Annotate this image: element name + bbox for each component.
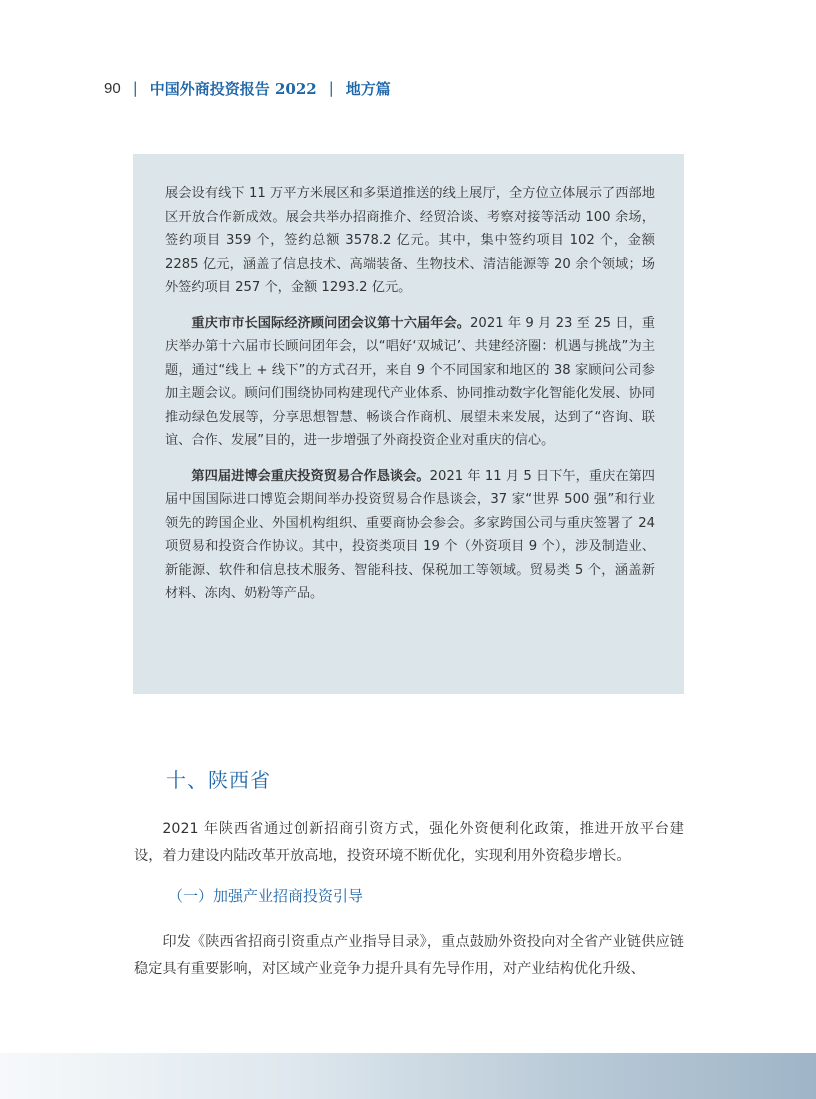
box-paragraph-lead: 第四届进博会重庆投资贸易合作恳谈会。 bbox=[191, 468, 430, 484]
body-paragraph: 印发《陕西省招商引资重点产业指导目录》，重点鼓励外资投向对全省产业链供应链稳定具有重要影响，对区域产业竞争力提升具有先导作用，对产业结构优化升级、 bbox=[134, 934, 684, 977]
header-separator: | bbox=[132, 79, 138, 97]
box-paragraph bbox=[165, 182, 655, 300]
box-paragraph bbox=[165, 312, 655, 453]
box-paragraph-text: 2021 年 11 月 5 日下午，重庆在第四届中国国际进口博览会期间举办投资贸易合作恳谈会，37 家“世界 500 强”和行业领先的跨国企业、外国机构组织、重要商协会参会。多家跨国公司与重庆签署了 24 项贸易和投资合作协议。其中，投资类项目 19 个（外资项目 9 个），涉及制造业、新能源、软件和信息技术服务、智能科技、保税加工等领域。贸易类 5 个，涵盖新材料、冻肉、奶粉等产品。 bbox=[165, 468, 655, 601]
intro-paragraph: 2021 年陕西省通过创新招商引资方式，强化外资便利化政策，推进开放平台建设，着力建设内陆改革开放高地，投资环境不断优化，实现利用外资稳步增长。 bbox=[134, 821, 684, 864]
highlight-box bbox=[133, 154, 684, 694]
running-header bbox=[104, 76, 391, 100]
header-separator: | bbox=[328, 79, 334, 97]
box-paragraph bbox=[165, 465, 655, 606]
page-number: 90 bbox=[104, 79, 121, 97]
report-title: 中国外商投资报告 2022 bbox=[149, 79, 317, 98]
box-paragraph-text: 展会设有线下 11 万平方米展区和多渠道推送的线上展厅，全方位立体展示了西部地区开放合作新成效。展会共举办招商推介、经贸洽谈、考察对接等活动 100 余场，签约项目 359 个，签约总额 3578.2 亿元。其中，集中签约项目 102 个，金额 2285 亿元，涵盖了信息技术、高端装备、生物技术、清洁能源等 20 余个领域；场外签约项目 257 个，金额 1293.2 亿元。 bbox=[165, 186, 655, 295]
subheading: （一）加强产业招商投资引导 bbox=[168, 887, 364, 905]
box-paragraph-lead: 重庆市市长国际经济顾问团会议第十六届年会。 bbox=[191, 315, 471, 331]
section-heading: 十、陕西省 bbox=[166, 768, 271, 792]
box-paragraph-text: 2021 年 9 月 23 至 25 日，重庆举办第十六届市长顾问团年会，以“唱好‘双城记’、共建经济圈：机遇与挑战”为主题，通过“线上 + 线下”的方式召开，来自 9 个不同国家和地区的 38 家顾问公司参加主题会议。顾问们围绕协同构建现代产业体系、协同推动数字化智能化发展、协同推动绿色发展等，分享思想智慧、畅谈合作商机、展望未来发展，达到了“咨询、联谊、合作、发展”目的，进一步增强了外商投资企业对重庆的信心。 bbox=[165, 315, 656, 448]
section-label: 地方篇 bbox=[345, 79, 391, 98]
footer-band bbox=[0, 1053, 816, 1099]
